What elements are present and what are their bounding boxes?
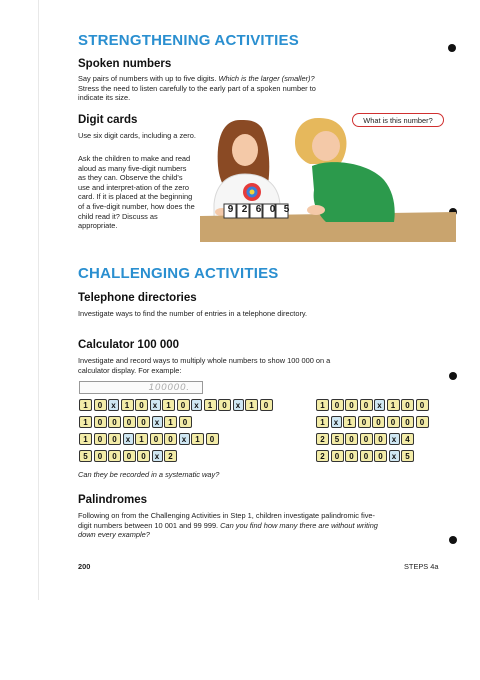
digit-cards-heading: Digit cards (78, 114, 138, 126)
systematic-question: Can they be recorded in a systematic way? (78, 470, 220, 479)
digit-key: 0 (108, 450, 121, 462)
digit-key: 0 (374, 450, 387, 462)
digit-key: 4 (401, 433, 414, 445)
binder-hole-3 (449, 372, 457, 380)
left-calc-row-1 (79, 399, 273, 411)
digit-key: 0 (331, 399, 344, 411)
digit-key: 0 (206, 433, 219, 445)
digit-key: 0 (345, 433, 358, 445)
digit-key: 0 (123, 416, 136, 428)
digit-key: 1 (164, 416, 177, 428)
digit-key: 0 (150, 433, 163, 445)
digit-key: 0 (387, 416, 400, 428)
digit-key: 1 (79, 433, 92, 445)
right-calc-row-3 (316, 433, 414, 445)
digit-key: 0 (94, 399, 107, 411)
digit-key: 0 (372, 416, 385, 428)
digit-key: 0 (360, 450, 373, 462)
digit-key: 1 (387, 399, 400, 411)
digit-key: 0 (137, 416, 150, 428)
spoken-numbers-heading: Spoken numbers (78, 58, 172, 70)
digit-key: 5 (331, 433, 344, 445)
digit-key: 2 (164, 450, 177, 462)
digit-key: 0 (374, 433, 387, 445)
right-calc-row-1 (316, 399, 429, 411)
left-calc-row-2 (79, 416, 192, 428)
digit-key: 1 (343, 416, 356, 428)
digit-key: 1 (135, 433, 148, 445)
digit-key: 0 (416, 399, 429, 411)
digit-card-3: 6 (255, 204, 262, 215)
digit-key: 0 (260, 399, 273, 411)
multiply-key: x (152, 450, 163, 462)
right-calc-row-2 (316, 416, 429, 428)
digit-key: 1 (245, 399, 258, 411)
multiply-key: x (108, 399, 119, 411)
right-calc-row-4 (316, 450, 414, 462)
binder-hole-4 (449, 536, 457, 544)
digit-key: 1 (191, 433, 204, 445)
spoken-numbers-text: Say pairs of numbers with up to five digits. Which is the larger (smaller)? Stress the need to listen carefully to the early part of a spoken number to indicate its size. (78, 74, 316, 103)
binder-hole-1 (448, 44, 456, 52)
digit-key: 0 (94, 450, 107, 462)
digit-key: 1 (79, 399, 92, 411)
speech-bubble: What is this number? (352, 113, 444, 127)
digit-cards-para1: Use six digit cards, including a zero. (78, 131, 196, 140)
multiply-key: x (152, 416, 163, 428)
digit-key: 0 (345, 399, 358, 411)
digit-key: 0 (416, 416, 429, 428)
page-edge (38, 0, 39, 600)
digit-key: 1 (162, 399, 175, 411)
digit-key: 1 (204, 399, 217, 411)
calculator-display-value: 100000. (148, 382, 190, 393)
digit-key: 0 (360, 399, 373, 411)
digit-key: 0 (123, 450, 136, 462)
digit-key: 5 (401, 450, 414, 462)
digit-card-4: 0 (269, 204, 276, 215)
digit-key: 0 (108, 433, 121, 445)
digit-cards-labels (224, 204, 293, 215)
left-calc-row-4 (79, 450, 177, 462)
multiply-key: x (123, 433, 134, 445)
calculator-heading: Calculator 100 000 (78, 339, 180, 351)
palindromes-text: Following on from the Challenging Activities in Step 1, children investigate palindromic five-digit numbers between 10 001 and 99 999. Can you find how many there are without writing down every example? (78, 511, 378, 540)
children-with-digit-cards-illustration (200, 110, 456, 242)
digit-key: 1 (79, 416, 92, 428)
digit-key: 0 (94, 416, 107, 428)
digit-cards-para2: Ask the children to make and read aloud as many five-digit numbers as they can. Observe the child's use and interpret-ation of the zero card. If it is placed at the beginning of a five-digit number, how does the child read it? Discuss as appropriate. (78, 154, 195, 231)
palindromes-heading: Palindromes (78, 494, 148, 506)
digit-card-1: 9 (227, 204, 234, 215)
digit-card-2: 2 (241, 204, 248, 215)
series-label: STEPS 4a (404, 562, 439, 571)
digit-key: 1 (316, 399, 329, 411)
calculator-text: Investigate and record ways to multiply whole numbers to show 100 000 on a calculator display. For example: (78, 356, 331, 375)
digit-key: 0 (358, 416, 371, 428)
digit-key: 0 (135, 399, 148, 411)
left-calc-row-3 (79, 433, 219, 445)
digit-key: 0 (177, 399, 190, 411)
challenging-title: CHALLENGING ACTIVITIES (78, 265, 279, 282)
telephone-text: Investigate ways to find the number of entries in a telephone directory. (78, 309, 308, 318)
multiply-key: x (191, 399, 202, 411)
digit-key: 0 (345, 450, 358, 462)
calculator-display (79, 381, 203, 394)
digit-key: 0 (137, 450, 150, 462)
digit-key: 0 (108, 416, 121, 428)
digit-key: 1 (121, 399, 134, 411)
digit-key: 0 (218, 399, 231, 411)
digit-card-5: 5 (283, 204, 290, 215)
digit-key: 0 (164, 433, 177, 445)
digit-key: 0 (179, 416, 192, 428)
digit-key: 0 (401, 399, 414, 411)
strengthening-title: STRENGTHENING ACTIVITIES (78, 32, 299, 49)
digit-key: 2 (316, 450, 329, 462)
digit-key: 0 (360, 433, 373, 445)
multiply-key: x (331, 416, 342, 428)
digit-key: 0 (401, 416, 414, 428)
page-number: 200 (78, 562, 91, 571)
digit-key: 2 (316, 433, 329, 445)
digit-key: 0 (94, 433, 107, 445)
multiply-key: x (374, 399, 385, 411)
multiply-key: x (179, 433, 190, 445)
multiply-key: x (389, 450, 400, 462)
multiply-key: x (233, 399, 244, 411)
telephone-heading: Telephone directories (78, 292, 197, 304)
multiply-key: x (389, 433, 400, 445)
digit-key: 0 (331, 450, 344, 462)
multiply-key: x (150, 399, 161, 411)
digit-key: 1 (316, 416, 329, 428)
digit-key: 5 (79, 450, 92, 462)
